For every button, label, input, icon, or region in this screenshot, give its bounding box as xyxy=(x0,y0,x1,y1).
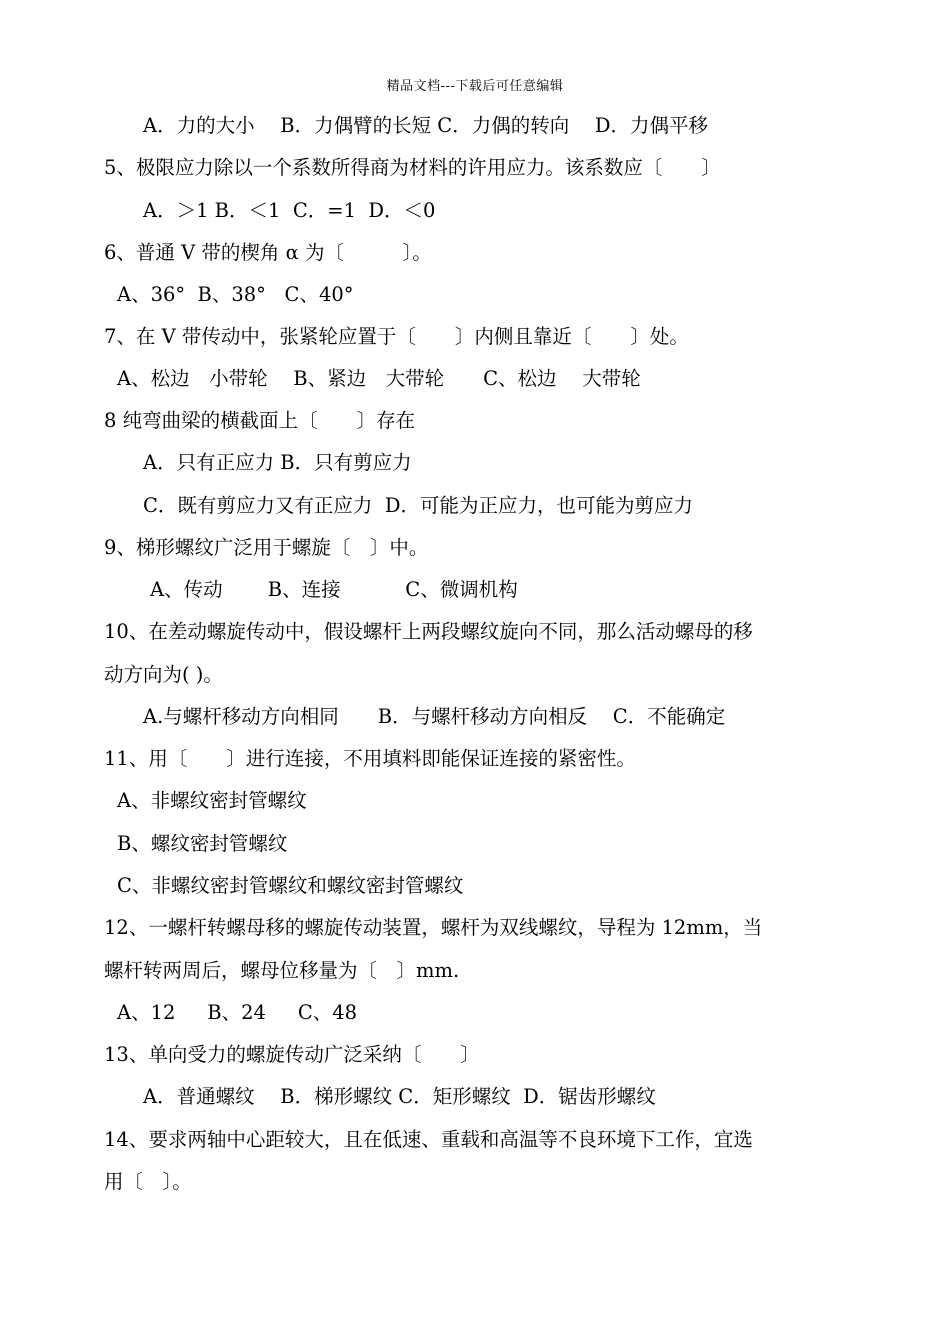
question-7-options: A、松边 小带轮 B、紧边 大带轮 C、松边 大带轮 xyxy=(117,367,641,390)
question-8-options-a-b: A．只有正应力 B．只有剪应力 xyxy=(143,451,412,474)
question-8-options-c-d: C．既有剪应力又有正应力 D．可能为正应力，也可能为剪应力 xyxy=(143,494,693,517)
question-12-line-1: 12、一螺杆转螺母移的螺旋传动装置，螺杆为双线螺纹，导程为 12mm，当 xyxy=(104,916,763,939)
question-12-line-2: 螺杆转两周后，螺母位移量为〔 〕mm. xyxy=(104,959,460,982)
question-6: 6、普通 V 带的楔角 α 为〔 〕。 xyxy=(104,241,432,264)
question-11-option-b: B、螺纹密封管螺纹 xyxy=(117,832,288,855)
question-11-option-c: C、非螺纹密封管螺纹和螺纹密封管螺纹 xyxy=(117,874,464,897)
question-5: 5、极限应力除以一个系数所得商为材料的许用应力。该系数应〔 〕 xyxy=(104,156,721,179)
question-10-options: A.与螺杆移动方向相同 B．与螺杆移动方向相反 C．不能确定 xyxy=(143,705,726,728)
question-9: 9、梯形螺纹广泛用于螺旋〔 〕中。 xyxy=(104,536,429,559)
question-6-options: A、36° B、38° C、40° xyxy=(117,283,354,306)
question-5-options: A．＞1 B．＜1 C．=1 D．＜0 xyxy=(143,199,436,222)
question-4-options: A．力的大小 B．力偶臂的长短 C．力偶的转向 D．力偶平移 xyxy=(143,114,709,137)
question-14-line-2: 用〔 〕。 xyxy=(104,1170,192,1193)
question-8: 8 纯弯曲梁的横截面上〔 〕存在 xyxy=(104,409,416,432)
question-12-options: A、12 B、24 C、48 xyxy=(117,1001,358,1024)
question-11-option-a: A、非螺纹密封管螺纹 xyxy=(117,789,307,812)
question-10-line-2: 动方向为( )。 xyxy=(104,663,223,686)
question-10-line-1: 10、在差动螺旋传动中，假设螺杆上两段螺纹旋向不同，那么活动螺母的移 xyxy=(104,620,753,643)
page-header: 精品文档---下载后可任意编辑 xyxy=(386,79,564,94)
question-9-options: A、传动 B、连接 C、微调机构 xyxy=(150,578,518,601)
question-13-options: A．普通螺纹 B．梯形螺纹 C．矩形螺纹 D．锯齿形螺纹 xyxy=(143,1085,656,1108)
question-11: 11、用〔 〕进行连接，不用填料即能保证连接的紧密性。 xyxy=(104,747,636,770)
question-14-line-1: 14、要求两轴中心距较大，且在低速、重载和高温等不良环境下工作，宜选 xyxy=(104,1128,753,1151)
question-13: 13、单向受力的螺旋传动广泛采纳〔 〕 xyxy=(104,1043,480,1066)
question-7: 7、在 V 带传动中，张紧轮应置于〔 〕内侧且靠近〔 〕处。 xyxy=(104,325,689,348)
